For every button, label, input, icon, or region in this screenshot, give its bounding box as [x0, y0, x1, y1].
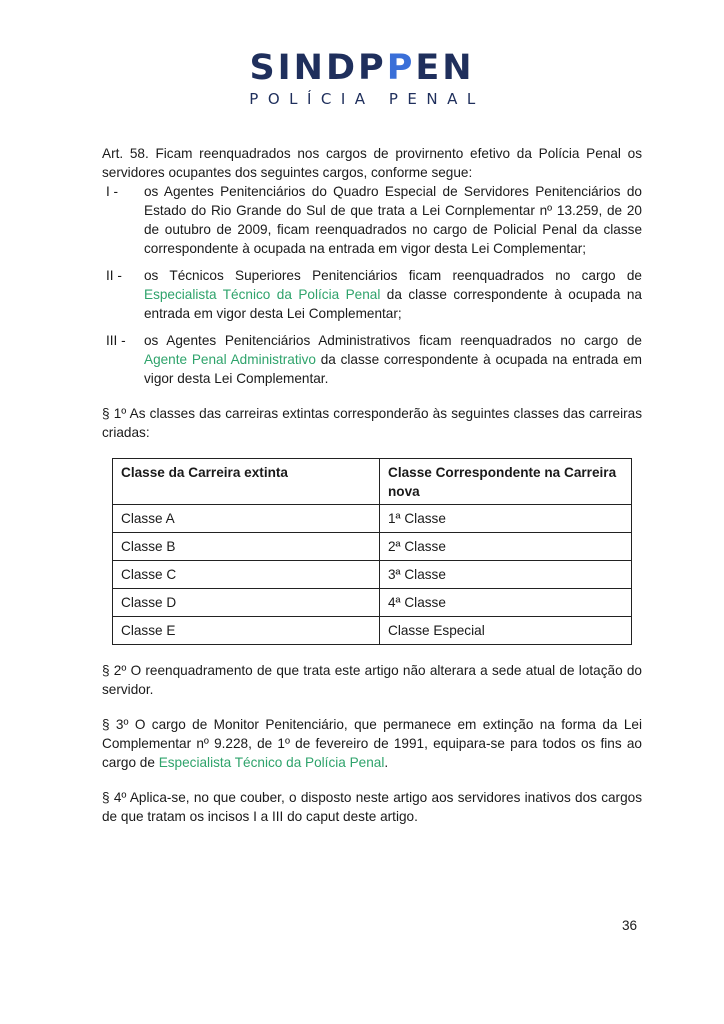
list-item — [102, 266, 642, 323]
paragraph-4: § 4º Aplica-se, no que couber, o disposto neste artigo aos servidores inativos dos cargos de que tratam os incisos I a III do caput deste artigo. — [102, 790, 642, 824]
table-row — [113, 561, 632, 589]
list-item — [102, 182, 642, 258]
document-body — [102, 144, 642, 826]
sindppen-logo — [0, 48, 724, 108]
table-cell: Classe C — [113, 561, 380, 589]
item-text: os Técnicos Superiores Penitenciários ficam reenquadrados no cargo de Especialista Técnico da Polícia Penal da classe correspondente à ocupada na entrada em vigor desta Lei Complementar; — [144, 268, 642, 321]
class-correspondence-table — [112, 458, 632, 645]
paragraph-2: § 2º O reenquadramento de que trata este artigo não alterara a sede atual de lotação do servidor. — [102, 663, 642, 697]
article-intro: Art. 58. Ficam reenquadrados nos cargos de provirnento efetivo da Polícia Penal os servidores ocupantes dos seguintes cargos, conforme segue: — [102, 146, 642, 180]
column-header: Classe Correspondente na Carreira nova — [380, 459, 632, 505]
column-header: Classe da Carreira extinta — [113, 459, 380, 505]
table-row — [113, 589, 632, 617]
list-item — [102, 331, 642, 388]
table-cell: Classe B — [113, 533, 380, 561]
item-number: II - — [106, 268, 122, 283]
table-cell: Classe E — [113, 617, 380, 645]
item-text: os Agentes Penitenciários Administrativos ficam reenquadrados no cargo de Agente Penal Administrativo da classe correspondente à ocupada na entrada em vigor desta Lei Complementar. — [144, 333, 642, 386]
item-text: os Agentes Penitenciários do Quadro Especial de Servidores Penitenciários do Estado do Rio Grande do Sul de que trata a Lei Cornplementar nº 13.259, de 20 de outubro de 2009, ficam reenquadrados no cargo de Policial Penal da classe correspondente à ocupada na entrada em vigor desta Lei Complementar; — [144, 184, 642, 256]
item-number: I - — [106, 184, 119, 199]
highlighted-term: Agente Penal Administrativo — [144, 352, 316, 367]
item-number: III - — [106, 333, 126, 348]
table-cell: 1ª Classe — [380, 505, 632, 533]
page-number: 36 — [622, 918, 638, 933]
highlighted-term: Especialista Técnico da Polícia Penal — [144, 287, 381, 302]
table-cell: Classe D — [113, 589, 380, 617]
table-row — [113, 505, 632, 533]
highlighted-term: Especialista Técnico da Polícia Penal — [158, 755, 385, 770]
table-cell: 2ª Classe — [380, 533, 632, 561]
table-row — [113, 617, 632, 645]
table-cell: Classe A — [113, 505, 380, 533]
table-cell: 4ª Classe — [380, 589, 632, 617]
paragraph-1: § 1º As classes das carreiras extintas corresponderão às seguintes classes das carreiras criadas: — [102, 406, 642, 440]
logo-wordmark: SINDPPEN — [249, 48, 475, 88]
table-row — [113, 533, 632, 561]
paragraph-3: § 3º O cargo de Monitor Penitenciário, que permanece em extinção na forma da Lei Complementar nº 9.228, de 1º de fevereiro de 1991, equipara-se para todos os fins ao cargo de Especialista Técnico da Polícia Penal. — [102, 717, 642, 770]
table-cell: 3ª Classe — [380, 561, 632, 589]
table-cell: Classe Especial — [380, 617, 632, 645]
logo-subtitle: POLÍCIA PENAL — [249, 90, 485, 108]
table-header-row — [113, 459, 632, 505]
